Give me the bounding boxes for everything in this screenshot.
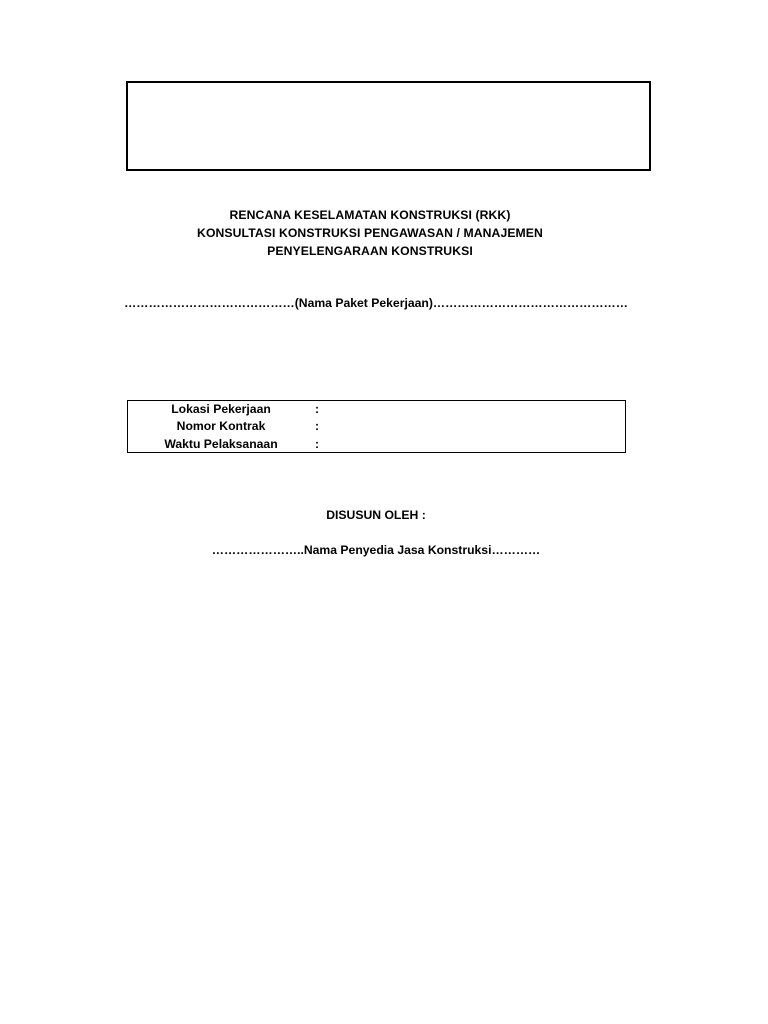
document-title bbox=[0, 206, 740, 260]
info-colon: : bbox=[315, 419, 320, 433]
info-colon: : bbox=[315, 437, 320, 451]
compiled-by-heading: DISUSUN OLEH : bbox=[326, 508, 426, 522]
provider-name-line: …………………..Nama Penyedia Jasa Konstruksi………… bbox=[211, 543, 541, 557]
title-line-2: KONSULTASI KONSTRUKSI PENGAWASAN / MANAJEMEN bbox=[197, 226, 543, 240]
logo-placeholder-box bbox=[126, 81, 651, 171]
info-label: Lokasi Pekerjaan bbox=[171, 402, 271, 416]
info-row-execution-time bbox=[128, 435, 625, 453]
title-line-3: PENYELENGARAAN KONSTRUKSI bbox=[267, 244, 473, 258]
info-table bbox=[127, 400, 626, 453]
title-line-1: RENCANA KESELAMATAN KONSTRUKSI (RKK) bbox=[229, 208, 511, 222]
package-name-line: ……………………………………(Nama Paket Pekerjaan)………………………………………… bbox=[124, 296, 628, 310]
info-label: Nomor Kontrak bbox=[176, 419, 266, 433]
info-row-contract-number bbox=[128, 417, 625, 435]
info-colon: : bbox=[315, 402, 320, 416]
info-label: Waktu Pelaksanaan bbox=[164, 437, 278, 451]
info-row-location bbox=[128, 400, 625, 418]
